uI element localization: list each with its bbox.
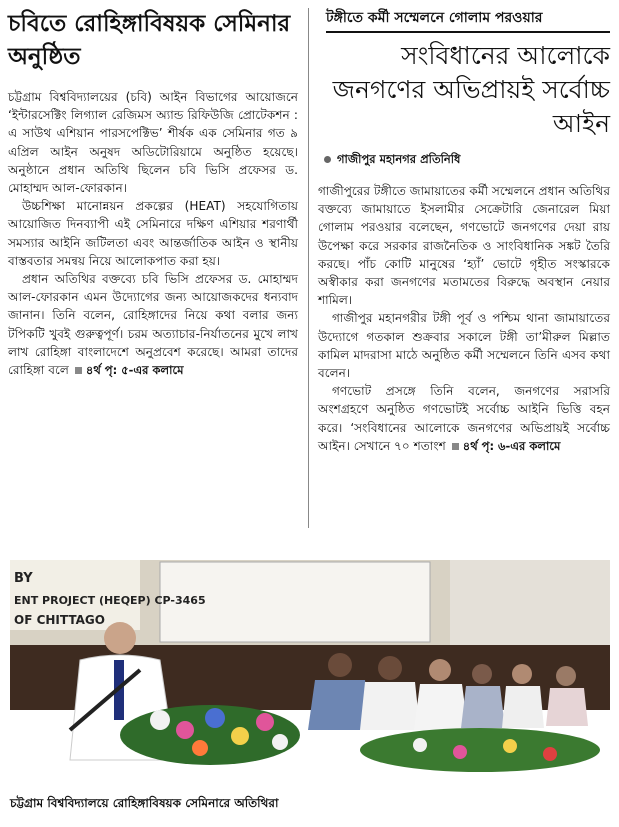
left-paragraph: উচ্চশিক্ষা মানোন্নয়ন প্রকল্পের (HEAT) সহযোগিতায় আয়োজিত দিনব্যাপী এই সেমিনারে দক্ষিণ এশিয়ার শরণার্থী সমস্যার আইনি জটিলতা এবং আন্তর্জাতিক আইন ও স্থানীয় বাস্তবতার সমন্বয় নিয়ে আলোকপাত করা হয়।: [8, 199, 298, 268]
right-jump[interactable]: [446, 439, 561, 453]
right-article: [318, 8, 610, 455]
banner-text-line: BY: [14, 571, 33, 586]
right-jump-label: ৪র্থ পৃ: ৬-এর কলামে: [462, 438, 561, 453]
left-paragraph: চট্টগ্রাম বিশ্ববিদ্যালয়ের (চবি) আইন বিভাগের আয়োজনে ‘ইন্টারসেক্টিং লিগ্যাল রেজিমস অ্যান্ড রিফিউজি প্রোটেকশন : এ সাউথ এশিয়ান পারসপেক্টিভ’ শীর্ষক এক সেমিনার গত ৯ এপ্রিল আইন অনুষদ অডিটোরিয়ামে অনুষ্ঠিত হয়েছে। অনুষ্ঠানে প্রধান অতিথি ছিলেন চবি ভিসি প্রফেসর ড. মোহাম্মদ আল-ফোরকান।: [8, 90, 298, 196]
left-jump-label: ৪র্থ পৃ: ৫-এর কলামে: [85, 363, 184, 378]
left-article: [8, 8, 298, 379]
right-paragraph-text: গণভোট প্রসঙ্গে তিনি বলেন, জনগণের সরাসরি অংশগ্রহণে অনুষ্ঠিত গণভোটই সর্বোচ্চ আইনি ভিত্তি বহন করে। ‘সংবিধানের আলোকে জনগণের অভিপ্রায়ই সর্বোচ্চ আইন। সেখানে ৭০ শতাংশ: [318, 384, 610, 453]
byline: [324, 151, 610, 170]
seminar-photo: [10, 560, 610, 788]
banner-text-line: ENT PROJECT (HEQEP) CP-3465: [14, 594, 206, 607]
banner-text-line: OF CHITTAGO: [14, 613, 105, 627]
bullet-dot-icon: [324, 156, 331, 163]
left-headline: চবিতে রোহিঙ্গাবিষয়ক সেমিনার অনুষ্ঠিত: [8, 11, 291, 70]
right-paragraph: [318, 382, 610, 455]
left-paragraph: [8, 270, 298, 379]
left-paragraph-text: প্রধান অতিথির বক্তব্যে চবি ভিসি প্রফেসর ড. মোহাম্মদ আল-ফোরকান এমন উদ্যোগের জন্য আয়োজকদের ধন্যবাদ জানান। তিনি বলেন, রোহিঙ্গাদের নিয়ে কথা বলার জন্য টপিকটি খুবই গুরুত্বপূর্ণ। চরম অত্যাচার-নির্যাতনের মুখে লাখ লাখ রোহিঙ্গা বাংলাদেশে অনুপ্রবেশ করেছে। আমরা তাদের রোহিঙ্গা বলে: [8, 272, 298, 378]
byline-label: গাজীপুর মহানগর প্রতিনিধি: [337, 152, 461, 166]
right-headline: সংবিধানের আলোকে জনগণের অভিপ্রায়ই সর্বোচ্চ আইন: [332, 41, 610, 138]
square-bullet-icon: [75, 367, 82, 374]
left-jump[interactable]: [69, 363, 184, 377]
square-bullet-icon: [452, 443, 459, 450]
photo-caption: চট্টগ্রাম বিশ্ববিদ্যালয়ে রোহিঙ্গাবিষয়ক সেমিনারে অতিথিরা: [10, 796, 279, 810]
seminar-photo-image: [10, 560, 610, 788]
right-kicker: টঙ্গীতে কর্মী সম্মেলনে গোলাম পরওয়ার: [326, 8, 610, 33]
right-paragraph: গাজীপুরের টঙ্গীতে জামায়াতের কর্মী সম্মেলনে প্রধান অতিথির বক্তব্যে জামায়াতে ইসলামীর সেক্রেটারি জেনারেল মিয়া গোলাম পরওয়ার বলেছেন, গণভোটে জনগণের দেয়া রায় উপেক্ষা করে সরকার রাজনৈতিক ও সাংবিধানিক সঙ্কট তৈরি করছে। পাঁচ কোটি মানুষের ‘হ্যাঁ’ ভোটে গৃহীত সংস্কারকে অস্বীকার করা জনগণের মতামতের বিরুদ্ধে অবস্থান নেয়ার শামিল।: [318, 184, 610, 308]
right-paragraph: গাজীপুর মহানগরীর টঙ্গী পূর্ব ও পশ্চিম থানা জামায়াতের উদ্যোগে গতকাল শুক্রবার সকালে টঙ্গী তা’মীরুল মিল্লাত কামিল মাদরাসা মাঠে অনুষ্ঠিত কর্মী সম্মেলনে তিনি এসব কথা বলেন।: [318, 311, 610, 381]
column-divider: [308, 8, 309, 528]
